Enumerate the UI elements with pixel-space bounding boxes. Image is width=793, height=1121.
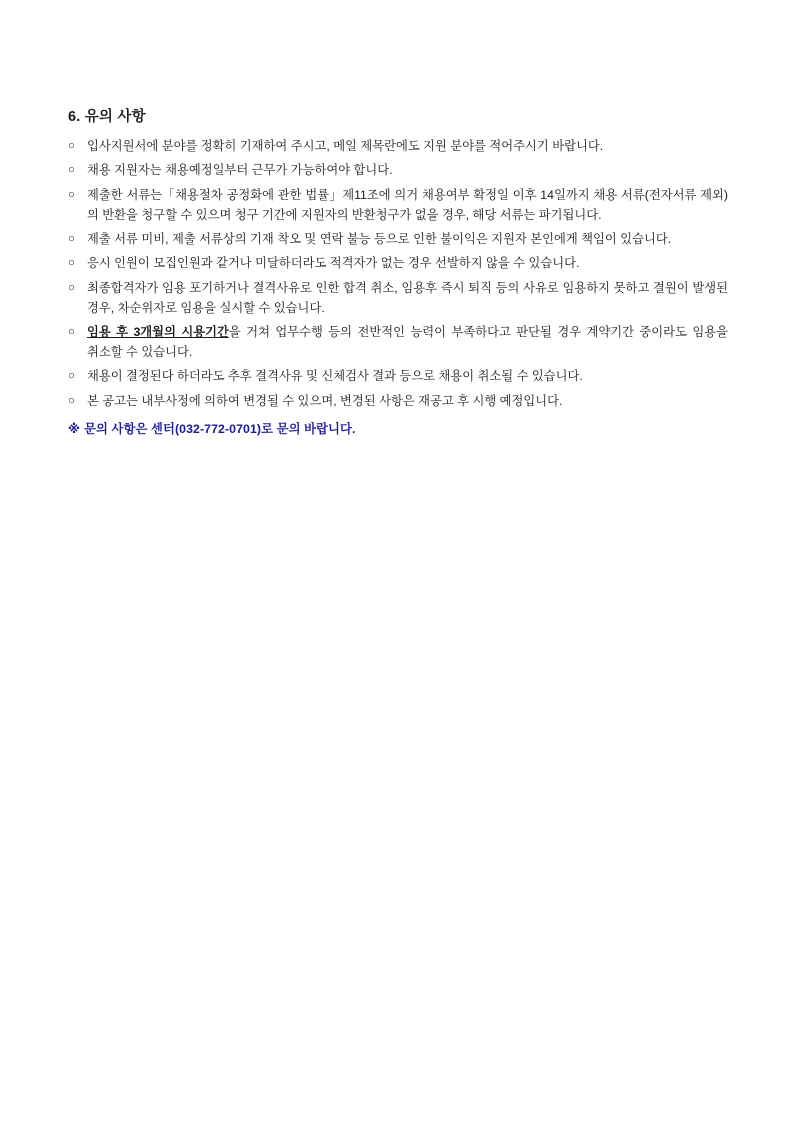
list-item-text: 본 공고는 내부사정에 의하여 변경될 수 있으며, 변경된 사항은 재공고 후 시행 예정입니다. — [87, 393, 563, 408]
list-item-text: 입사지원서에 분야를 정확히 기재하여 주시고, 메일 제목란에도 지원 분야를 적어주시기 바랍니다. — [87, 138, 604, 153]
list-item — [68, 230, 728, 250]
bullet-icon: ○ — [68, 164, 75, 177]
list-item — [68, 392, 728, 412]
bullet-icon: ○ — [68, 188, 75, 201]
document-content — [68, 108, 728, 440]
bullet-icon: ○ — [68, 370, 75, 383]
list-item-emphasized — [68, 323, 728, 363]
bullet-icon: ○ — [68, 139, 75, 152]
list-item — [68, 137, 728, 157]
list-item-text: 응시 인원이 모집인원과 같거나 미달하더라도 적격자가 없는 경우 선발하지 않을 수 있습니다. — [87, 256, 580, 271]
list-item-text: 채용이 결정된다 하더라도 추후 결격사유 및 신체검사 결과 등으로 채용이 취소될 수 있습니다. — [87, 369, 583, 384]
contact-footnote-text: 문의 사항은 센터(032-772-0701)로 문의 바랍니다. — [84, 421, 356, 436]
list-item — [68, 367, 728, 387]
page-title: 6. 유의 사항 — [68, 109, 146, 125]
bullet-icon: ○ — [68, 394, 75, 407]
list-item — [68, 254, 728, 274]
bullet-icon: ○ — [68, 257, 75, 270]
reference-mark-icon: ※ — [68, 421, 81, 436]
emphasis-text: 임용 후 3개월의 시용기간 — [87, 325, 229, 340]
notice-list — [68, 137, 728, 412]
contact-footnote — [68, 420, 728, 440]
bullet-icon: ○ — [68, 232, 75, 245]
bullet-icon: ○ — [68, 326, 75, 339]
list-item — [68, 161, 728, 181]
list-item-text: 제출 서류 미비, 제출 서류상의 기재 착오 및 연락 불능 등으로 인한 불이익은 지원자 본인에게 책임이 있습니다. — [87, 231, 672, 246]
list-item — [68, 279, 728, 319]
list-item-text: 제출한 서류는「채용절차 공정화에 관한 법률」제11조에 의거 채용여부 확정일 이후 14일까지 채용 서류(전자서류 제외)의 반환을 청구할 수 있으며 청구 기간에 지원자의 반환청구가 없을 경우, 해당 서류는 파기됩니다. — [87, 187, 728, 222]
list-item — [68, 186, 728, 226]
list-item-text: 최종합격자가 임용 포기하거나 결격사유로 인한 합격 취소, 임용후 즉시 퇴직 등의 사유로 임용하지 못하고 결원이 발생된 경우, 차순위자로 임용을 실시할 수 있습니다. — [87, 280, 728, 315]
list-item-text-rest: 을 거쳐 업무수행 등의 전반적인 능력이 부족하다고 판단될 경우 계약기간 중이라도 임용을 취소할 수 있습니다. — [87, 325, 728, 359]
list-item-text — [87, 323, 728, 363]
bullet-icon: ○ — [68, 281, 75, 294]
list-item-text: 채용 지원자는 채용예정일부터 근무가 가능하여야 합니다. — [87, 163, 393, 178]
